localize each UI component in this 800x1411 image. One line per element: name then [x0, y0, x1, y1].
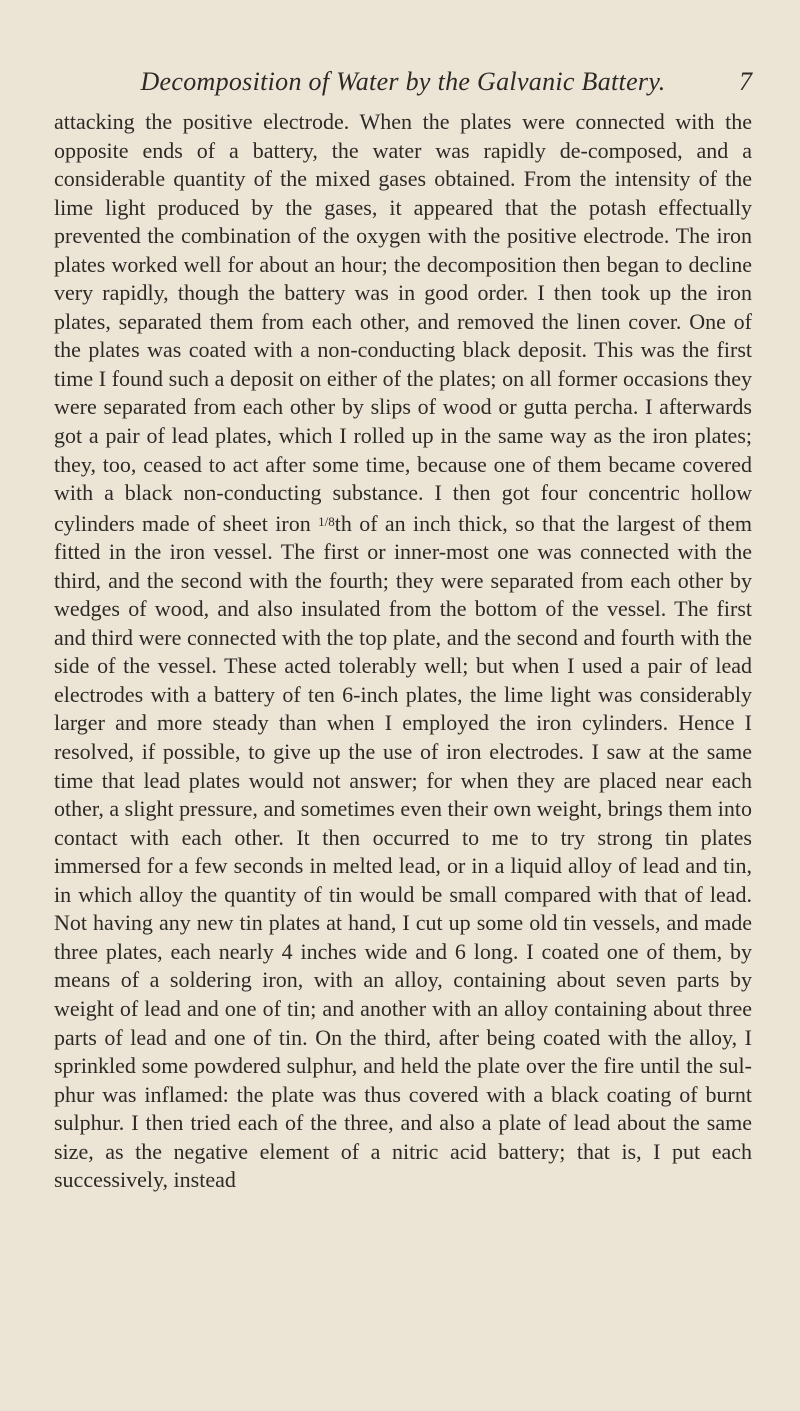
- page-number: 7: [739, 67, 752, 96]
- paragraph-text-part-1: attacking the positive electrode. When the plates were connected with the opposite ends of a battery, the water was rapidly de-composed, and a considerable quantity of the mixed gases obtained. From the intensity of the lime light produced by the gases, it appeared that the potash effectually prevented the combination of the oxygen with the positive electrode. The iron plates worked well for about an hour; the decomposition then began to decline very rapidly, though the battery was in good order. I then took up the iron plates, separated them from each other, and removed the linen cover. One of the plates was coated with a non-conducting black deposit. This was the first time I found such a deposit on either of the plates; on all former occasions they were separated from each other by slips of wood or gutta percha. I afterwards got a pair of lead plates, which I rolled up in the same way as the iron plates; they, too, ceased to act after some time, because one of them became covered with a black non-conducting substance. I then got four concentric hollow cylinders made of sheet iron: [54, 109, 752, 536]
- paragraph: [54, 108, 752, 1195]
- paragraph-text-part-2: th of an inch thick, so that the largest of them fitted in the iron vessel. The first or inner-most one was connected with the third, and the second with the fourth; they were separated from each other by wedges of wood, and also insulated from the bottom of the vessel. The first and third were connected with the top plate, and the second and fourth with the side of the vessel. These acted tolerably well; but when I used a pair of lead electrodes with a battery of ten 6-inch plates, the lime light was considerably larger and more steady than when I employed the iron cylinders. Hence I resolved, if possible, to give up the use of iron electrodes. I saw at the same time that lead plates would not answer; for when they are placed near each other, a slight pressure, and sometimes even their own weight, brings them into contact with each other. It then occurred to me to try strong tin plates immersed for a few seconds in melted lead, or in a liquid alloy of lead and tin, in which alloy the quantity of tin would be small compared with that of lead. Not having any new tin plates at hand, I cut up some old tin vessels, and made three plates, each nearly 4 inches wide and 6 long. I coated one of them, by means of a soldering iron, with an alloy, containing about seven parts by weight of lead and one of tin; and another with an alloy containing about three parts of lead and one of tin. On the third, after being coated with the alloy, I sprinkled some powdered sulphur, and held the plate over the fire until the sul-phur was inflamed: the plate was thus covered with a black coating of burnt sulphur. I then tried each of the three, and also a plate of lead about the same size, as the negative element of a nitric acid battery; that is, I put each successively, instead: [54, 510, 752, 1193]
- running-head: [54, 64, 752, 100]
- body-text: [54, 108, 752, 1195]
- fraction-one-eighth: 1/8: [318, 513, 335, 529]
- running-title: Decomposition of Water by the Galvanic Battery.: [140, 67, 666, 96]
